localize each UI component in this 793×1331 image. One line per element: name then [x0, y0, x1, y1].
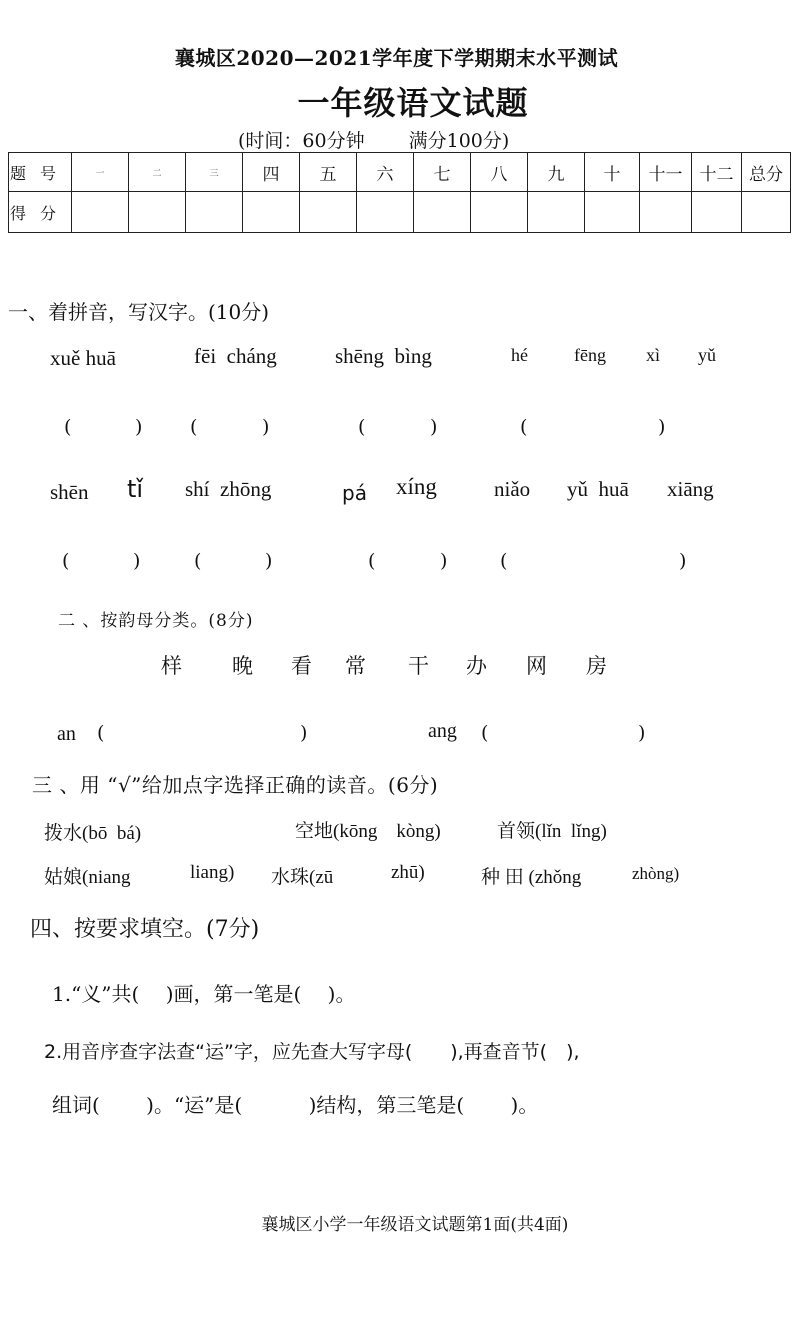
reading-choice: 首领(lǐn lǐng): [497, 821, 607, 842]
pinyin: xíng: [396, 474, 437, 499]
section2-heading: 二 、按韵母分类。(8分): [58, 611, 254, 631]
char-item: 干: [408, 654, 429, 678]
col-header: 九: [528, 153, 585, 192]
reading-choice: 水珠(zū: [271, 867, 334, 888]
col-header: 八: [471, 153, 528, 192]
score-cell[interactable]: [471, 192, 528, 233]
answer-paren-open: (: [194, 550, 202, 572]
col-header: 三: [186, 153, 243, 192]
score-cell[interactable]: [300, 192, 357, 233]
char-item: 看: [291, 654, 312, 678]
pinyin: pá: [342, 481, 367, 505]
char-item: 晚: [232, 654, 253, 678]
pinyin: shí zhōng: [185, 477, 272, 501]
pinyin: xì: [646, 345, 661, 365]
score-table-score-row: [9, 192, 791, 233]
col-header: 五: [300, 153, 357, 192]
reading-choice: 种 田 (zhǒng: [481, 867, 582, 888]
score-cell-total[interactable]: [742, 192, 791, 233]
question-2-line1: 2.用音序查字法查“运”字，应先查大写字母( ),再查音节( ),: [44, 1041, 580, 1063]
category-label-ang: ang: [428, 720, 457, 742]
category-label-an: an: [57, 723, 76, 745]
answer-paren-close: ): [440, 550, 448, 572]
answer-paren-open: (: [358, 416, 366, 438]
char-item: 网: [526, 654, 547, 678]
answer-paren-open: (: [500, 550, 508, 572]
question-2-line2: 组词( )。“运”是( )结构，第三笔是( )。: [52, 1093, 539, 1117]
pinyin: shēng bìng: [335, 344, 432, 368]
score-table-header-row: [9, 153, 791, 192]
pinyin: xiāng: [667, 477, 714, 501]
score-cell[interactable]: [585, 192, 640, 233]
pinyin: niǎo: [494, 477, 531, 501]
answer-paren-open: (: [520, 416, 528, 438]
section1-heading: 一、着拼音，写汉字。(10分): [8, 300, 270, 324]
score-cell[interactable]: [692, 192, 742, 233]
col-header: 十: [585, 153, 640, 192]
answer-paren-open: (: [62, 550, 70, 572]
char-item: 样: [161, 654, 182, 678]
answer-paren-close: ): [638, 722, 646, 744]
answer-paren-close: ): [430, 416, 438, 438]
answer-paren-close: ): [133, 550, 141, 572]
pinyin: fēi cháng: [194, 344, 277, 368]
score-cell[interactable]: [640, 192, 692, 233]
answer-paren-close: ): [265, 550, 273, 572]
col-header: 一: [72, 153, 129, 192]
col-header: 十一: [640, 153, 692, 192]
reading-choice: 拨水(bō bá): [44, 823, 142, 844]
score-cell[interactable]: [243, 192, 300, 233]
char-item: 常: [345, 654, 366, 678]
score-cell[interactable]: [528, 192, 585, 233]
pinyin: tǐ: [127, 475, 144, 503]
answer-paren-close: ): [135, 416, 143, 438]
reading-choice: 空地(kōng kòng): [295, 821, 441, 842]
exam-title-line2: 一年级语文试题: [297, 84, 529, 122]
char-item: 房: [586, 654, 607, 678]
exam-title-line1: 襄城区2020—2021学年度下学期期末水平测试: [174, 46, 619, 70]
pinyin: yǔ huā: [567, 477, 629, 501]
question-1: 1.“义”共( )画，第一笔是( )。: [52, 982, 356, 1006]
col-header: 七: [414, 153, 471, 192]
score-cell[interactable]: [72, 192, 129, 233]
pinyin: shēn: [50, 480, 89, 504]
col-header: 四: [243, 153, 300, 192]
reading-choice: 姑娘(niang: [44, 867, 131, 888]
section3-heading: 三 、用 “√”给加点字选择正确的读音。(6分): [32, 773, 439, 797]
reading-choice: zhòng): [632, 864, 680, 883]
pinyin: yǔ: [698, 345, 716, 365]
score-cell[interactable]: [186, 192, 243, 233]
col-header: 二: [129, 153, 186, 192]
answer-paren-open: (: [64, 416, 72, 438]
page-footer: 襄城区小学一年级语文试题第1面(共4面): [261, 1215, 569, 1235]
col-header: 六: [357, 153, 414, 192]
time-info: (时间：60分钟 满分100分): [238, 130, 510, 152]
answer-paren-open: (: [190, 416, 198, 438]
answer-paren-open: (: [368, 550, 376, 572]
section4-heading: 四、按要求填空。(7分): [30, 917, 260, 942]
row-label-score: 得分: [9, 192, 72, 233]
pinyin: xuě huā: [50, 346, 116, 370]
pinyin: hé: [511, 345, 528, 365]
answer-paren-close: ): [679, 550, 687, 572]
score-cell[interactable]: [357, 192, 414, 233]
reading-choice: liang): [190, 862, 235, 883]
answer-paren-close: ): [262, 416, 270, 438]
score-cell[interactable]: [129, 192, 186, 233]
answer-paren-close: ): [658, 416, 666, 438]
score-cell[interactable]: [414, 192, 471, 233]
answer-paren-close: ): [300, 722, 308, 744]
answer-paren-open: (: [481, 722, 489, 744]
pinyin: fēng: [574, 345, 606, 365]
col-header-total: 总分: [742, 153, 791, 192]
score-table: [8, 152, 791, 233]
row-label-question-number: 题号: [9, 153, 72, 192]
col-header: 十二: [692, 153, 742, 192]
reading-choice: zhū): [391, 862, 425, 883]
char-item: 办: [466, 654, 487, 678]
answer-paren-open: (: [97, 722, 105, 744]
